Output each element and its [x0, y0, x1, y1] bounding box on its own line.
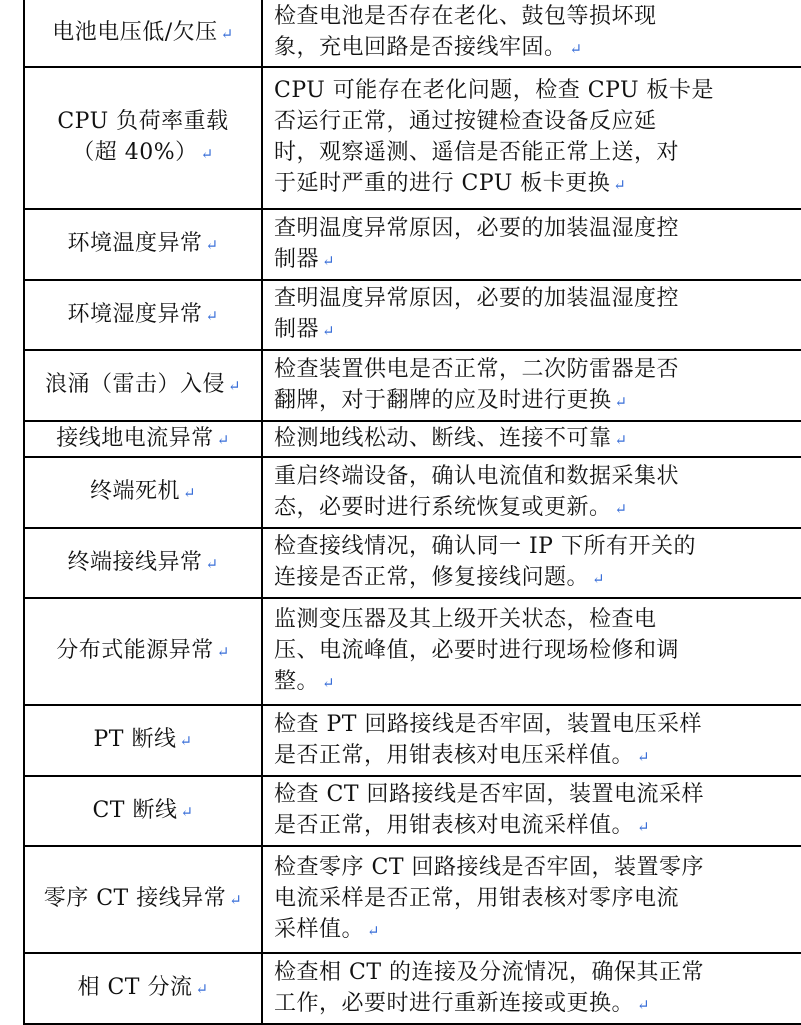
table-row — [24, 421, 801, 457]
measure-cell — [262, 457, 801, 528]
fault-cell — [24, 528, 262, 598]
paragraph-mark-icon: ↵ — [614, 392, 628, 411]
fault-cell — [24, 0, 262, 67]
measure-text-line: 象，充电回路是否接线牢固。 ↵ — [274, 35, 583, 60]
fault-text-line: 相 CT 分流 ↵ — [77, 975, 209, 1000]
measure-text-line: 检查零序 CT 回路接线是否牢固，装置零序 — [274, 855, 704, 880]
measure-text-line: 压、电流峰值，必要时进行现场检修和调 — [274, 638, 680, 663]
measure-text-line: 是否正常，用钳表核对电流采样值。 ↵ — [274, 813, 651, 838]
paragraph-mark-icon: ↵ — [637, 747, 651, 766]
table-row — [24, 953, 801, 1024]
fault-text-line: 零序 CT 接线异常 ↵ — [43, 886, 243, 911]
paragraph-mark-icon: ↵ — [180, 802, 194, 821]
measure-cell — [262, 350, 801, 421]
table-row — [24, 67, 801, 209]
fault-text-line: 环境湿度异常 ↵ — [67, 301, 219, 327]
fault-cell — [24, 457, 262, 528]
measure-text-line: 整。 ↵ — [274, 669, 336, 694]
fault-text-line: 接线地电流异常 ↵ — [56, 425, 230, 451]
measure-text-line: 时，观察遥测、遥信是否能正常上送，对 — [274, 140, 680, 165]
paragraph-mark-icon: ↵ — [322, 251, 336, 270]
fault-text-line: 终端死机 ↵ — [89, 479, 197, 504]
fault-cell — [24, 209, 262, 280]
table-body — [24, 0, 801, 1024]
measure-text-line: 检查电池是否存在老化、鼓包等损坏现 — [274, 4, 657, 29]
fault-text-line: 环境温度异常 ↵ — [67, 231, 219, 256]
paragraph-mark-icon: ↵ — [637, 995, 651, 1014]
measure-cell — [262, 280, 801, 350]
fault-text-line: 电池电压低/欠压 ↵ — [52, 19, 234, 45]
measure-text-line: 采样值。 ↵ — [274, 917, 381, 942]
fault-cell — [24, 776, 262, 846]
measure-text-line: 电流采样是否正常，用钳表核对零序电流 — [274, 886, 680, 911]
fault-cell — [24, 280, 262, 350]
measure-text-line: 于延时严重的进行 CPU 板卡更换 ↵ — [274, 171, 627, 196]
measure-text-line: 查明温度异常原因，必要的加装温湿度控 — [274, 215, 680, 241]
fault-text-line: CPU 负荷率重载 — [57, 109, 229, 134]
table-row — [24, 457, 801, 528]
fault-cell — [24, 705, 262, 776]
measure-text-line: 工作，必要时进行重新连接或更换。 ↵ — [274, 990, 651, 1016]
fault-cell — [24, 846, 262, 953]
measure-text-line: 查明温度异常原因，必要的加装温湿度控 — [274, 286, 680, 311]
measure-text-line: 否运行正常，通过按键检查设备反应延 — [274, 109, 657, 134]
paragraph-mark-icon: ↵ — [216, 430, 230, 449]
measure-cell — [262, 705, 801, 776]
fault-cell — [24, 67, 262, 209]
measure-text-line: 态，必要时进行系统恢复或更新。 ↵ — [274, 494, 628, 520]
paragraph-mark-icon: ↵ — [195, 980, 209, 998]
fault-cell — [24, 598, 262, 705]
paragraph-mark-icon: ↵ — [322, 674, 336, 692]
table-row — [24, 528, 801, 598]
paragraph-mark-icon: ↵ — [205, 306, 219, 325]
paragraph-mark-icon: ↵ — [614, 430, 628, 449]
measure-cell — [262, 598, 801, 705]
paragraph-mark-icon: ↵ — [367, 922, 381, 940]
fault-text-line: 分布式能源异常 ↵ — [56, 638, 230, 663]
measure-cell — [262, 421, 801, 457]
measure-text-line: 翻牌，对于翻牌的应及时进行更换 ↵ — [274, 387, 628, 413]
paragraph-mark-icon: ↵ — [637, 818, 651, 836]
measure-text-line: CPU 可能存在老化问题，检查 CPU 板卡是 — [274, 78, 715, 103]
fault-cell — [24, 953, 262, 1024]
paragraph-mark-icon: ↵ — [205, 554, 219, 573]
fault-text-line: 终端接线异常 ↵ — [67, 549, 219, 575]
measure-text-line: 制器 ↵ — [274, 246, 336, 272]
measure-text-line: 连接是否正常，修复接线问题。 ↵ — [274, 565, 606, 590]
paragraph-mark-icon: ↵ — [200, 145, 214, 163]
measure-cell — [262, 67, 801, 209]
fault-text-line: PT 断线 ↵ — [93, 727, 193, 752]
table-row — [24, 846, 801, 953]
measure-cell — [262, 953, 801, 1024]
paragraph-mark-icon: ↵ — [220, 24, 234, 43]
fault-cell — [24, 421, 262, 457]
measure-cell — [262, 0, 801, 67]
paragraph-mark-icon: ↵ — [592, 570, 606, 588]
paragraph-mark-icon: ↵ — [569, 40, 583, 58]
paragraph-mark-icon: ↵ — [322, 322, 336, 340]
measure-cell — [262, 776, 801, 846]
measure-text-line: 检查接线情况，确认同一 IP 下所有开关的 — [274, 534, 696, 559]
paragraph-mark-icon: ↵ — [182, 484, 197, 502]
table-row — [24, 598, 801, 705]
fault-text-line: 浪涌（雷击）入侵 ↵ — [44, 372, 242, 397]
measure-text-line: 监测变压器及其上级开关状态，检查电 — [274, 607, 657, 632]
measure-text-line: 制器 ↵ — [274, 317, 336, 342]
table-row — [24, 280, 801, 350]
measure-text-line: 检查 CT 回路接线是否牢固，装置电流采样 — [274, 782, 704, 807]
fault-text-line: （超 40%） ↵ — [72, 140, 214, 165]
measure-cell — [262, 209, 801, 280]
paragraph-mark-icon: ↵ — [614, 499, 628, 518]
table-row — [24, 705, 801, 776]
measure-text-line: 是否正常，用钳表核对电压采样值。 ↵ — [274, 742, 651, 768]
paragraph-mark-icon: ↵ — [216, 643, 230, 661]
measure-text-line: 检查 PT 回路接线是否牢固，装置电压采样 — [274, 711, 702, 737]
table-row — [24, 776, 801, 846]
paragraph-mark-icon: ↵ — [179, 732, 193, 750]
paragraph-mark-icon: ↵ — [229, 891, 243, 909]
measure-text-line: 重启终端设备，确认电流值和数据采集状 — [274, 463, 680, 489]
fault-cell — [24, 350, 262, 421]
measure-cell — [262, 846, 801, 953]
fault-handling-table — [23, 0, 801, 1025]
measure-text-line: 检测地线松动、断线、连接不可靠 ↵ — [274, 425, 628, 451]
table-row — [24, 0, 801, 67]
paragraph-mark-icon: ↵ — [205, 236, 219, 254]
paragraph-mark-icon: ↵ — [613, 176, 627, 194]
paragraph-mark-icon: ↵ — [227, 377, 242, 395]
measure-cell — [262, 528, 801, 598]
table-row — [24, 209, 801, 280]
table-row — [24, 350, 801, 421]
measure-text-line: 检查相 CT 的连接及分流情况，确保其正常 — [274, 959, 704, 985]
measure-text-line: 检查装置供电是否正常，二次防雷器是否 — [274, 356, 680, 382]
fault-text-line: CT 断线 ↵ — [92, 797, 194, 823]
